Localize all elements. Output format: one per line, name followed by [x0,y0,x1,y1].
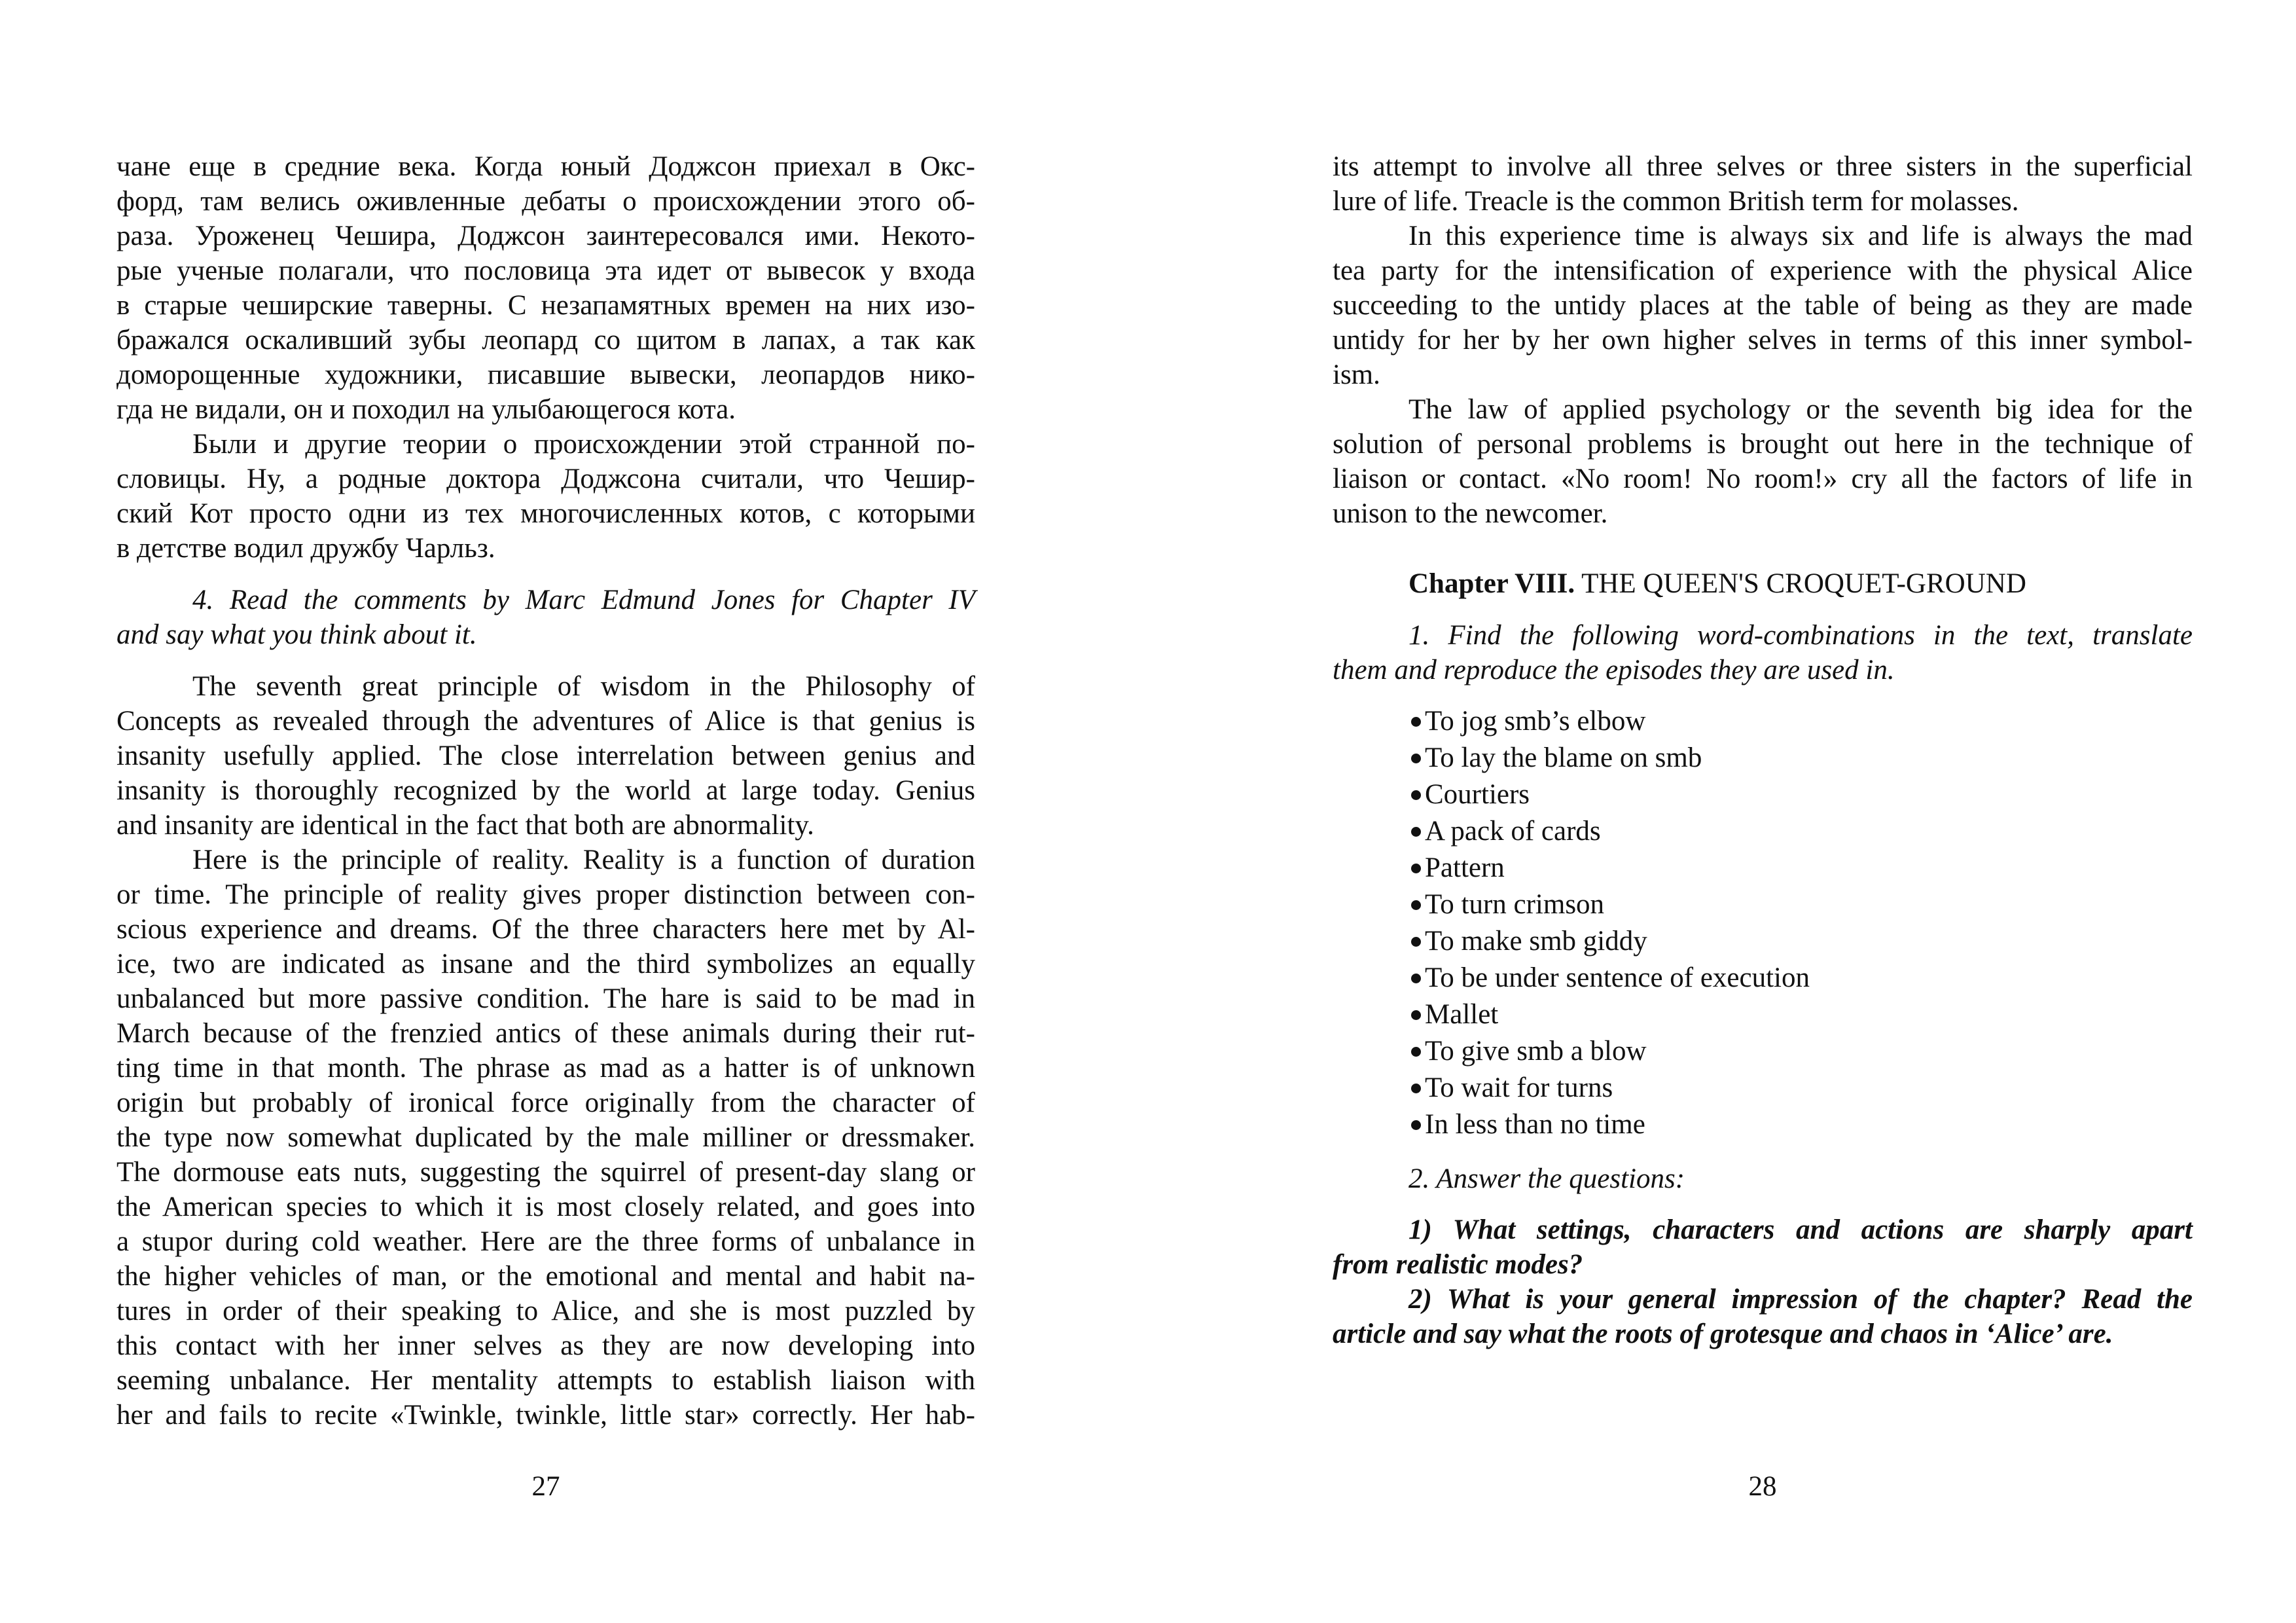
page-number-left: 27 [531,1471,560,1502]
left-paragraph-3 [117,669,975,843]
list-item [1333,740,2193,776]
list-item [1333,1033,2193,1070]
text-line: liaison or contact. «No room! No room!» cry all the factors of life in [1333,464,2193,494]
left-paragraph-2 [117,427,975,566]
list-item-text: A pack of cards [1425,816,1601,847]
text-line: ting time in that month. The phrase as mad as a hatter is of unknown [117,1053,975,1084]
text-line: 1. Find the following word-combinations in the text, translate [1408,620,2193,651]
bullet-icon [1411,1120,1421,1130]
text-line: its attempt to involve all three selves or three sisters in the superficial [1333,151,2193,182]
list-item [1333,703,2193,740]
left-paragraph-1 [117,149,975,427]
word-combinations-list [1333,703,2193,1143]
text-line: Concepts as revealed through the adventures of Alice is that genius is [117,706,975,737]
text-line: unbalanced but more passive condition. The hare is said to be mad in [117,983,975,1014]
list-item-text: To lay the blame on smb [1425,742,1702,773]
text-line: origin but probably of ironical force originally from the character of [117,1087,975,1118]
bullet-icon [1411,974,1421,983]
text-line: and say what you think about it. [117,619,477,650]
text-line: tea party for the intensification of experience with the physical Alice [1333,255,2193,286]
page-number-right: 28 [1748,1471,1777,1502]
text-line: her and fails to recite «Twinkle, twinkle, little star» correctly. Her hab- [117,1400,975,1431]
list-item-text: To jog smb’s elbow [1425,706,1646,737]
list-item [1333,850,2193,886]
text-line: and insanity are identical in the fact that both are abnormality. [117,810,814,841]
text-line: гда не видали, он и походил на улыбающегося кота. [117,394,736,425]
bullet-icon [1411,1010,1421,1020]
list-item [1333,813,2193,850]
list-item [1333,1070,2193,1106]
right-paragraph-1 [1333,149,2193,219]
bullet-icon [1411,900,1421,910]
text-line: In this experience time is always six and life is always the mad [1408,221,2193,251]
text-line: unison to the newcomer. [1333,498,1608,529]
right-paragraph-2 [1333,219,2193,392]
text-line: insanity is thoroughly recognized by the world at large today. Genius [117,775,975,806]
text-line: scious experience and dreams. Of the three characters here met by Al- [117,914,975,945]
text-line: ский Кот просто одни из тех многочисленных котов, с которыми [117,498,975,529]
text-line: untidy for her by her own higher selves in terms of this inner symbol- [1333,325,2193,356]
list-item-text: Courtiers [1425,779,1530,810]
text-line: them and reproduce the episodes they are used in. [1333,655,1895,685]
text-line: The law of applied psychology or the seventh big idea for the [1408,394,2193,425]
list-item [1333,960,2193,996]
text-line: tures in order of their speaking to Alice, and she is most puzzled by [117,1296,975,1326]
text-line: доморощенные художники, писавшие вывески, леопардов нико- [117,359,975,390]
text-line: The dormouse eats nuts, suggesting the squirrel of present-day slang or [117,1157,975,1188]
bullet-icon [1411,1084,1421,1093]
task-2-instruction: 2. Answer the questions: [1408,1163,1685,1194]
text-line: solution of personal problems is brought out here in the technique of [1333,429,2193,460]
text-line: the higher vehicles of man, or the emotional and mental and habit na- [117,1261,975,1292]
text-line: Были и другие теории о происхождении этой странной по- [192,429,975,460]
text-line: a stupor during cold weather. Here are the three forms of unbalance in [117,1226,975,1257]
text-line: форд, там велись оживленные дебаты о происхождении этого об- [117,186,975,217]
text-line: чане еще в средние века. Когда юный Доджсон приехал в Окс- [117,151,975,182]
list-item-text: To make smb giddy [1425,926,1647,957]
left-task-4-instruction [117,583,975,652]
text-line: в старые чеширские таверны. С незапамятных времен на них изо- [117,290,975,321]
text-line: lure of life. Treacle is the common British term for molasses. [1333,186,2019,217]
bullet-icon [1411,1047,1421,1057]
text-line: from realistic modes? [1333,1249,1583,1280]
text-line: ism. [1333,359,1380,390]
text-line: succeeding to the untidy places at the table of being as they are made [1333,290,2193,321]
text-line: article and say what the roots of grotesque and chaos in ‘Alice’ are. [1333,1319,2113,1349]
left-paragraph-4 [117,843,975,1432]
chapter-title: THE QUEEN'S CROQUET-GROUND [1581,568,2026,599]
text-line: словицы. Ну, а родные доктора Доджсона считали, что Чешир- [117,464,975,494]
list-item-text: To give smb a blow [1425,1036,1647,1067]
text-line: the type now somewhat duplicated by the male milliner or dressmaker. [117,1122,975,1153]
text-line: March because of the frenzied antics of these animals during their rut- [117,1018,975,1049]
list-item [1333,886,2193,923]
list-item-text: Pattern [1425,852,1505,883]
right-paragraph-3 [1333,392,2193,531]
bullet-icon [1411,717,1421,727]
bullet-icon [1411,827,1421,837]
text-line: раза. Уроженец Чешира, Доджсон заинтересовался ими. Некото- [117,221,975,251]
list-item-text: To wait for turns [1425,1072,1613,1103]
bullet-icon [1411,790,1421,800]
left-page [117,0,975,1623]
chapter-number: Chapter VIII. [1408,568,1575,599]
list-item-text: To turn crimson [1425,889,1605,920]
text-line: or time. The principle of reality gives proper distinction between con- [117,879,975,910]
text-line: 2) What is your general impression of the chapter? Read the [1408,1284,2193,1315]
text-line: в детстве водил дружбу Чарльз. [117,533,495,564]
text-line: ice, two are indicated as insane and the third symbolizes an equally [117,949,975,979]
text-line: this contact with her inner selves as they are now developing into [117,1330,975,1361]
text-line: Here is the principle of reality. Reality is a function of duration [192,845,975,875]
list-item-text: In less than no time [1425,1109,1645,1140]
text-line: бражался оскаливший зубы леопард со щитом в лапах, а так как [117,325,975,356]
list-item [1333,776,2193,813]
list-item-text: To be under sentence of execution [1425,962,1810,993]
list-item [1333,923,2193,960]
bullet-icon [1411,864,1421,873]
text-line: 1) What settings, characters and actions are sharply apart [1408,1214,2193,1245]
right-page [1333,0,2193,1623]
text-line: The seventh great principle of wisdom in the Philosophy of [192,671,975,702]
bullet-icon [1411,754,1421,763]
question-1 [1333,1213,2193,1282]
list-item-text: Mallet [1425,999,1499,1030]
text-line: seeming unbalance. Her mentality attempts to establish liaison with [117,1365,975,1396]
text-line: insanity usefully applied. The close interrelation between genius and [117,740,975,771]
chapter-heading [1333,566,2193,601]
task-1-instruction [1333,618,2193,687]
text-line: 4. Read the comments by Marc Edmund Jones for Chapter IV [192,585,975,615]
list-item [1333,1106,2193,1143]
bullet-icon [1411,937,1421,947]
question-2 [1333,1282,2193,1351]
list-item [1333,996,2193,1033]
text-line: рые ученые полагали, что пословица эта идет от вывесок у входа [117,255,975,286]
text-line: the American species to which it is most closely related, and goes into [117,1192,975,1222]
